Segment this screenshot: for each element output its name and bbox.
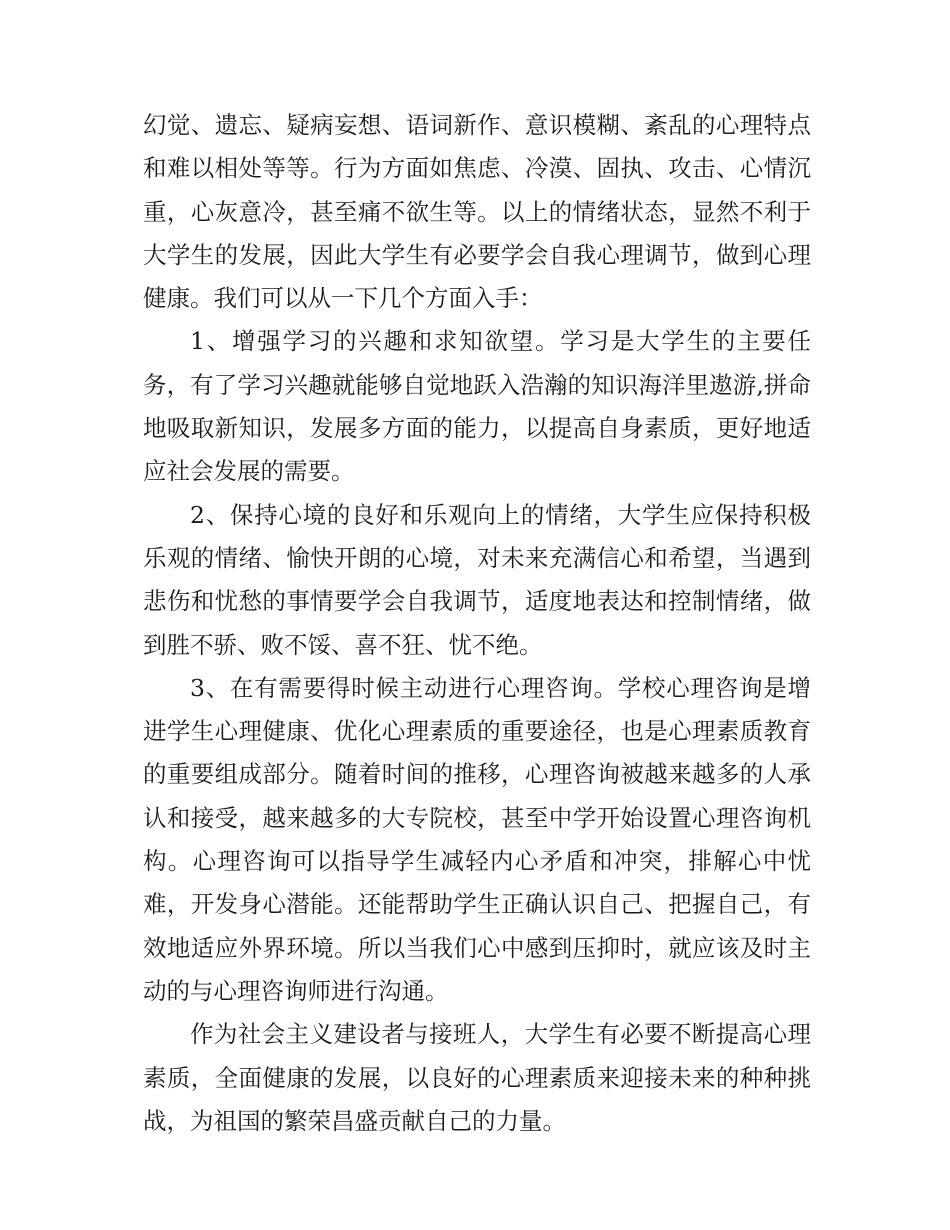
paragraph-conclusion: 作为社会主义建设者与接班人，大学生有必要不断提高心理素质，全面健康的发展，以良好的心理素质来迎接未来的种种挑战，为祖国的繁荣昌盛贡献自己的力量。 xyxy=(143,1020,811,1135)
document-body xyxy=(143,104,811,1143)
paragraph-continuation: 幻觉、遗忘、疑病妄想、语词新作、意识模糊、紊乱的心理特点和难以相处等等。行为方面如焦虑、冷漠、固执、攻击、心情沉重，心灰意冷，甚至痛不欲生等。以上的情绪状态，显然不利于大学生的发展，因此大学生有必要学会自我心理调节，做到心理健康。我们可以从一下几个方面入手： xyxy=(143,111,811,313)
paragraph-point-3: 3、在有需要得时候主动进行心理咨询。学校心理咨询是增进学生心理健康、优化心理素质的重要途径，也是心理素质教育的重要组成部分。随着时间的推移，心理咨询被越来越多的人承认和接受，越来越多的大专院校，甚至中学开始设置心理咨询机构。心理咨询可以指导学生减轻内心矛盾和冲突，排解心中忧难，开发身心潜能。还能帮助学生正确认识自己、把握自己，有效地适应外界环境。所以当我们心中感到压抑时，就应该及时主动的与心理咨询师进行沟通。 xyxy=(143,673,811,1005)
paragraph-point-1: 1、增强学习的兴趣和求知欲望。学习是大学生的主要任务，有了学习兴趣就能够自觉地跃入浩瀚的知识海洋里遨游,拼命地吸取新知识，发展多方面的能力，以提高自身素质，更好地适应社会发展的需要。 xyxy=(143,327,811,486)
paragraph-point-2: 2、保持心境的良好和乐观向上的情绪，大学生应保持积极乐观的情绪、愉快开朗的心境，对未来充满信心和希望，当遇到悲伤和忧愁的事情要学会自我调节，适度地表达和控制情绪，做到胜不骄、败不馁、喜不狂、忧不绝。 xyxy=(143,500,811,659)
